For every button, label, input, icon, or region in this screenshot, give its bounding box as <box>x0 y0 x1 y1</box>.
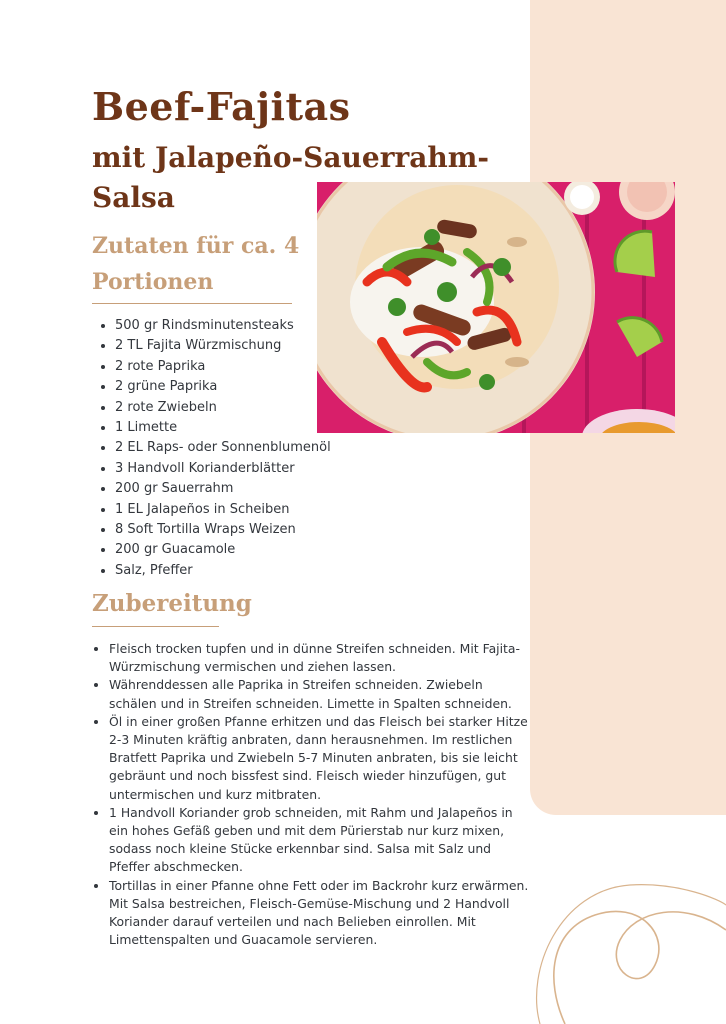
list-item: • 500 gr Rindsminutensteaks <box>115 316 331 336</box>
preparation-steps-list <box>92 640 533 949</box>
ingredients-divider <box>92 303 292 304</box>
step-item: • 1 Handvoll Koriander grob schneiden, mit Rahm und Jalapeños in ein hohes Gefäß geben und mit dem Pürierstab nur kurz mixen, sodass noch kleine Stücke erkennbar sind. Salsa mit Salz und Pfeffer abschmecken. <box>109 804 533 877</box>
step-item: • Tortillas in einer Pfanne ohne Fett oder im Backrohr kurz erwärmen. Mit Salsa bestreichen, Fleisch-Gemüse-Mischung und 2 Handvoll Koriander darauf verteilen und nach Belieben einrollen. Mit Limettenspalten und Guacamole servieren. <box>109 877 533 950</box>
list-item: • 1 Limette <box>115 418 331 438</box>
list-item: • 1 EL Jalapeños in Scheiben <box>115 500 331 520</box>
list-item: • Salz, Pfeffer <box>115 561 331 581</box>
fajita-photo <box>317 182 675 433</box>
list-item: • 200 gr Guacamole <box>115 540 331 560</box>
ingredients-heading: Zutaten für ca. 4 Portionen <box>92 233 300 295</box>
recipe-subtitle: mit Jalapeño-Sauerrahm-Salsa <box>92 141 489 214</box>
list-item: • 2 grüne Paprika <box>115 377 331 397</box>
preparation-divider <box>92 626 219 627</box>
step-item: • Fleisch trocken tupfen und in dünne Streifen schneiden. Mit Fajita-Würzmischung vermischen und ziehen lassen. <box>109 640 533 676</box>
step-item: • Öl in einer großen Pfanne erhitzen und das Fleisch bei starker Hitze 2-3 Minuten kräftig anbraten, dann herausnehmen. Im restlichen Bratfett Paprika und Zwiebeln 5-7 Minuten anbraten, bis sie leicht gebräunt und noch bissfest sind. Fleisch wieder hinzufügen, gut untermischen und kurz mitbraten. <box>109 713 533 804</box>
step-item: • Währenddessen alle Paprika in Streifen schneiden. Zwiebeln schälen und in Streifen schneiden. Limette in Spalten schneiden. <box>109 676 533 712</box>
list-item: • 3 Handvoll Korianderblätter <box>115 459 331 479</box>
decorative-squiggle <box>520 860 726 1024</box>
list-item: • 8 Soft Tortilla Wraps Weizen <box>115 520 331 540</box>
list-item: • 200 gr Sauerrahm <box>115 479 331 499</box>
list-item: • 2 EL Raps- oder Sonnenblumenöl <box>115 438 331 458</box>
list-item: • 2 rote Zwiebeln <box>115 398 331 418</box>
ingredients-list <box>95 316 331 581</box>
recipe-title: Beef-Fajitas <box>92 84 351 129</box>
list-item: • 2 TL Fajita Würzmischung <box>115 336 331 356</box>
preparation-heading: Zubereitung <box>92 590 252 617</box>
list-item: • 2 rote Paprika <box>115 357 331 377</box>
